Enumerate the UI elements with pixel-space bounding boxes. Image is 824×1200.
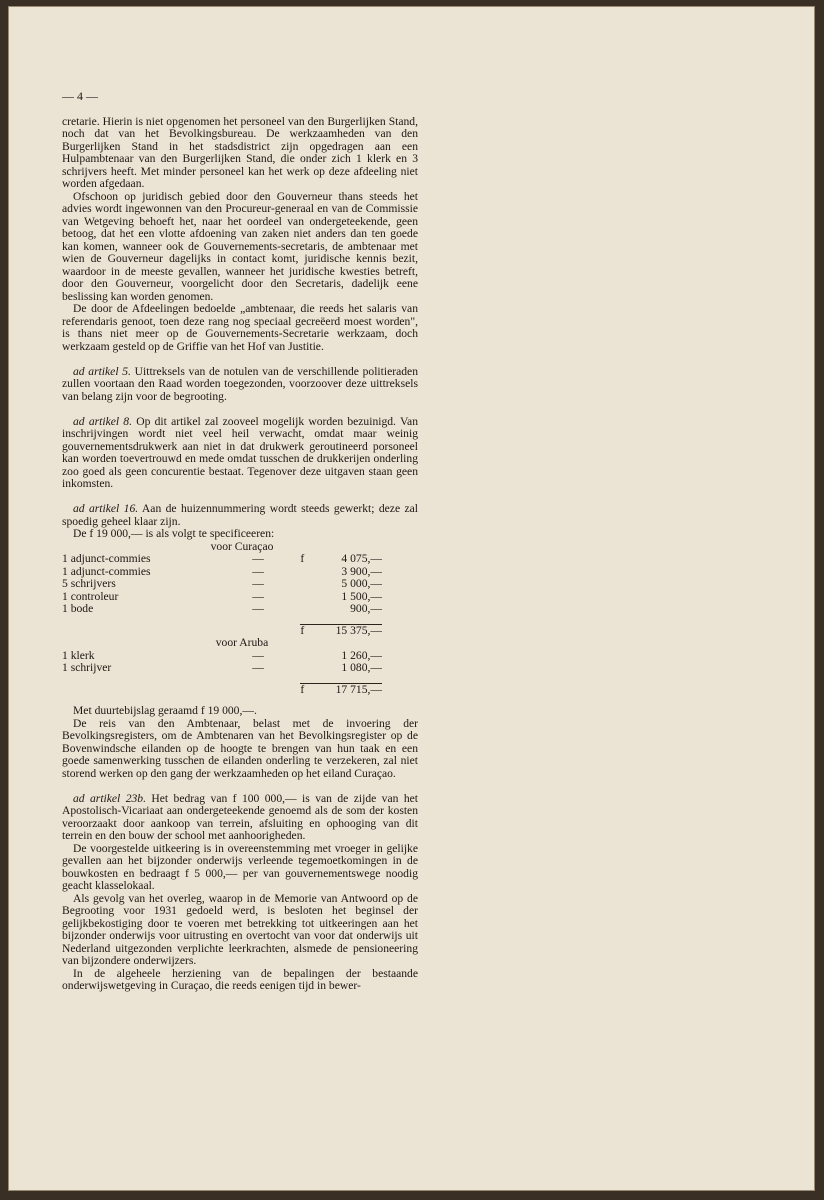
paragraph-herziening: In de algeheele herziening van de bepalingen der bestaande onderwijswetgeving in Curaçao, die reeds eenigen tijd in bewer- (62, 966, 418, 992)
paragraph-juridisch: Ofschoon op juridisch gebied door den Gouverneur thans steeds het advies wordt ingewonnen van den Procureur-generaal en van de Commissie van Wetgeving behoeft het, naar het oordeel van ondergeteekende, geen betoog, dat het een vlotte afdoening van zaken niet anders dan ten goede kan komen, wanneer ook de Gouvernements-secretaris, de ambtenaar met wien de Gouverneur dagelijks in contact komt, juridische kennis bezit, waardoor in de meeste gevallen, wanneer het juridische kwesties betreft, door den Gouverneur, voorgelicht door den Secretaris, dadelijk eene beslissing kan worden genomen. (62, 189, 418, 303)
paragraph-duurtebijslag: Met duurtebijslag geraamd f 19 000,—. (73, 704, 257, 717)
section-artikel-5 (62, 366, 418, 404)
section-artikel-23b (62, 793, 418, 843)
table-row: 1 controleur — 1 500,— (62, 589, 382, 603)
page-number: — 4 — (62, 89, 98, 103)
grand-total-row: f 17 715,— (300, 682, 382, 696)
table-row: 1 schrijver — 1 080,— (62, 661, 382, 674)
paragraph-referendaris: De door de Afdeelingen bedoelde „ambtenaar, die reeds het salaris van referendaris genoot, toen deze rang nog speciaal gecreëerd moest worden", is thans niet meer op de Gouvernements-Secretarie werkzaam, doch werkzaam gesteld op de Griffie van het Hof van Justitie. (62, 302, 418, 353)
artikel-5-label: ad artikel 5. (73, 364, 131, 378)
specification-intro: De f 19 000,— is als volgt te specificeeren: (73, 527, 275, 540)
curacao-total-row: f 15 375,— (300, 623, 382, 637)
table-row: 1 klerk — 1 260,— (62, 648, 382, 662)
artikel-23b-text: Het bedrag van f 100 000,— is van de zijde van het Apostolisch-Vicariaat aan ondergeteekende genoemd als de som der kosten veroorzaakt door aankoop van terrein, afsluiting en ophooging van dit terrein en den bouw der school met aanhoorigheden. (62, 791, 418, 842)
page-text-column (62, 90, 418, 993)
paragraph-gevolg: Als gevolg van het overleg, waarop in de Memorie van Antwoord op de Begrooting voor 1931 gedoeld werd, is besloten het beginsel der gelijkbekostiging door te voeren met betrekking tot uitkeeringen aan het bijzonder onderwijs voor uitrusting en overtocht van voor dat onderwijs uit Nederland uitgezonden verplichte leerkrachten, alsmede de pensioneering van bijzondere onderwijzers. (62, 891, 418, 967)
table-row: 1 adjunct-commies — 3 900,— (62, 564, 382, 578)
specification-table (62, 541, 382, 697)
artikel-5-text: Uittreksels van de notulen van de verschillende politieraden zullen voortaan den Raad worden toegezonden, voorzoover deze uittreksels van belang zijn voor de begrooting. (62, 364, 418, 403)
document-page (8, 6, 815, 1191)
section-artikel-16 (62, 503, 418, 528)
artikel-16-text: Aan de huizennummering wordt steeds gewerkt; deze zal spoedig geheel klaar zijn. (62, 502, 419, 528)
paragraph-secretarie: cretarie. Hierin is niet opgenomen het personeel van den Burgerlijken Stand, noch dat van het Bevolkingsbureau. De werkzaamheden van den Burgerlijken Stand in het stadsdistrict zijn opgedragen aan een Hulpambtenaar van den Burgerlijken Stand, die onder zich 1 klerk en 3 schrijvers heeft. Met minder personeel kan het werk op deze afdeeling niet worden afgedaan. (62, 114, 418, 190)
paragraph-reis: De reis van den Ambtenaar, belast met de invoering der Bevolkingsregisters, om de Ambtenaren van het Bevolkingsregister op de Bovenwindsche eilanden op de hoogte te brengen van hun taak en een goede samenwerking tusschen de eilanden onderling te verzekeren, zal niet storend werken op den gang der werkzaamheden op het eiland Curaçao. (62, 716, 418, 780)
artikel-8-text: Op dit artikel zal zooveel mogelijk worden bezuinigd. Van inschrijvingen wordt niet veel heil verwacht, omdat maar weinig gouvernementsdrukwerk aan niet in dat drukwerk geroutineerd porsoneel kan worden toevertrouwd en mede omdat tusschen de drukkerijen onderling zoo goed als geen concurentie bestaat. Tegenover deze uitgaven staan geen inkomsten. (62, 414, 418, 490)
artikel-8-label: ad artikel 8. (73, 414, 132, 428)
table-row: 1 bode — 900,— (62, 602, 382, 615)
aruba-heading: voor Aruba (215, 636, 269, 649)
artikel-16-label: ad artikel 16. (73, 502, 139, 515)
table-row: 1 adjunct-commies — f 4 075,— (62, 552, 382, 565)
artikel-23b-label: ad artikel 23b. (73, 791, 146, 805)
curacao-heading: voor Curaçao (210, 539, 274, 553)
section-artikel-8 (62, 416, 418, 491)
table-row: 5 schrijvers — 5 000,— (62, 577, 382, 590)
paragraph-uitkeering: De voorgestelde uitkeering is in overeenstemming met vroeger in gelijke gevallen aan het bijzonder onderwijs verleende tegemoetkomingen in de bouwkosten en bedraagt f 5 000,— per van gouvernementswege noodig geacht klasselokaal. (62, 841, 418, 892)
